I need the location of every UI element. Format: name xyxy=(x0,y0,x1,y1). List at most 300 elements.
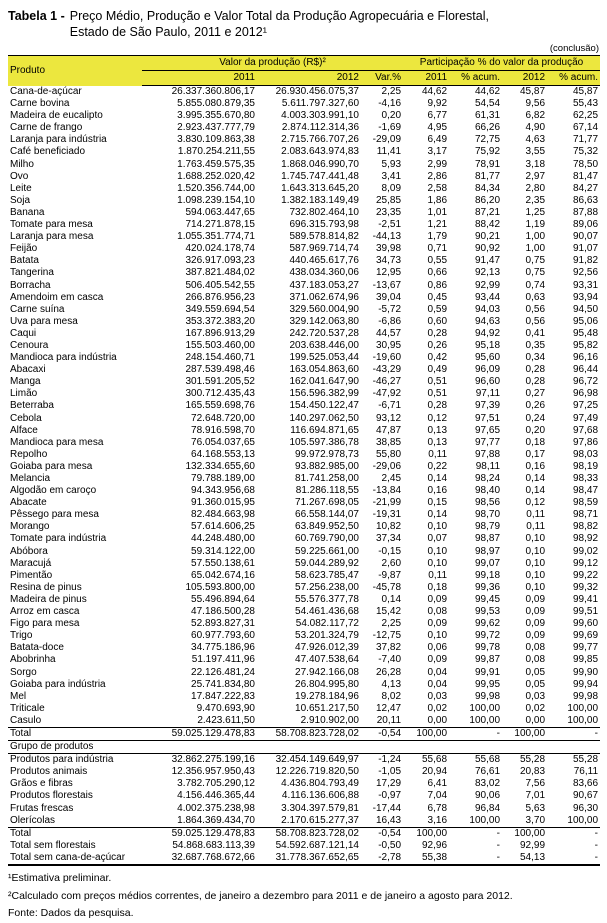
product-cell: Laranja para indústria xyxy=(10,134,107,146)
table-title-text xyxy=(70,8,489,40)
value-cell: 7,56 xyxy=(525,778,546,790)
value-cell: 132.334.655,60 xyxy=(185,460,255,472)
value-cell: 92,99 xyxy=(519,839,546,851)
value-cell: 4.002.375.238,98 xyxy=(177,802,255,814)
value-cell: 2,99 xyxy=(427,158,448,170)
table-row xyxy=(8,461,600,473)
value-cell: 100,00 xyxy=(567,714,599,726)
value-cell: 72.648.720,00 xyxy=(191,412,255,424)
value-cell: 55,38 xyxy=(421,851,448,863)
value-cell: 0,49 xyxy=(427,364,448,376)
table-row xyxy=(8,280,600,292)
table-row xyxy=(8,413,600,425)
table-row xyxy=(8,400,600,412)
value-cell: 301.591.205,52 xyxy=(185,376,255,388)
value-cell: 97,49 xyxy=(572,412,599,424)
table-row xyxy=(8,207,600,219)
value-cell: -0,54 xyxy=(361,827,403,840)
value-cell: - xyxy=(547,827,600,840)
value-cell: 25.741.834,80 xyxy=(191,678,255,690)
value-cell: 0,04 xyxy=(427,666,448,678)
value-cell: 589.578.814,82 xyxy=(289,231,359,243)
value-cell: 99,98 xyxy=(474,690,501,702)
group-row xyxy=(8,766,600,778)
value-cell: 95,18 xyxy=(474,339,501,351)
value-cell: 66,26 xyxy=(474,122,501,134)
value-cell: 53.201.324,79 xyxy=(295,630,359,642)
value-cell: 3,16 xyxy=(427,814,448,826)
value-cell: 0,08 xyxy=(427,606,448,618)
value-cell: 87,21 xyxy=(474,206,501,218)
value-cell: 0,74 xyxy=(525,279,546,291)
table-row xyxy=(8,159,600,171)
table-row xyxy=(8,292,600,304)
value-cell: 99,22 xyxy=(572,569,599,581)
value-cell: 47.926.012,39 xyxy=(295,642,359,654)
value-cell: 2,35 xyxy=(525,194,546,206)
value-cell: 94,50 xyxy=(572,303,599,315)
value-cell: 78,91 xyxy=(474,158,501,170)
value-cell: 1.745.747.441,48 xyxy=(281,170,359,182)
page-title xyxy=(8,8,600,40)
product-cell: Produtos para indústria xyxy=(10,754,114,766)
value-cell: 98,19 xyxy=(572,460,599,472)
value-cell: 6,78 xyxy=(427,802,448,814)
value-cell: 95,06 xyxy=(572,315,599,327)
value-cell: 0,08 xyxy=(525,654,546,666)
product-cell: Carne bovina xyxy=(10,98,70,110)
value-cell: 2,80 xyxy=(525,182,546,194)
value-cell: 203.638.446,00 xyxy=(289,339,359,351)
value-cell: 0,41 xyxy=(525,327,546,339)
value-cell: 71,77 xyxy=(572,134,599,146)
product-cell: Carne de frango xyxy=(10,122,83,134)
value-cell: 2.715.766.707,26 xyxy=(281,134,359,146)
col-group-participacao: Participação % do valor da produção xyxy=(403,56,600,71)
value-cell: 47.186.500,28 xyxy=(191,606,255,618)
value-cell: 37,82 xyxy=(375,642,402,654)
value-cell: 0,22 xyxy=(427,460,448,472)
value-cell: 0,09 xyxy=(525,593,546,605)
table-row xyxy=(8,594,600,606)
value-cell: 39,04 xyxy=(375,291,402,303)
value-cell: 97,11 xyxy=(475,388,501,400)
product-cell: Tomate para mesa xyxy=(10,219,93,231)
product-cell: Madeira de eucalipto xyxy=(10,110,103,122)
value-cell: 0,06 xyxy=(427,642,448,654)
value-cell: 4.436.804.793,49 xyxy=(281,778,359,790)
value-cell: 0,14 xyxy=(427,473,448,484)
value-cell: 58.623.785,47 xyxy=(295,569,359,581)
value-cell: 0,09 xyxy=(525,618,546,630)
value-cell: 353.372.383,20 xyxy=(185,315,255,327)
source-note: Fonte: Dados da pesquisa. xyxy=(8,907,134,919)
value-cell: 25,85 xyxy=(375,194,402,206)
product-cell: Abóbora xyxy=(10,545,48,557)
value-cell: 90,67 xyxy=(572,790,599,802)
value-cell: 0,02 xyxy=(525,702,546,714)
table-row xyxy=(8,473,600,485)
value-cell: 72,75 xyxy=(474,134,501,146)
product-cell: Soja xyxy=(10,194,31,206)
value-cell: 88,42 xyxy=(474,219,501,231)
value-cell: 0,71 xyxy=(427,243,448,255)
value-cell: 0,03 xyxy=(427,690,448,702)
table-row xyxy=(8,533,600,545)
value-cell: 98,92 xyxy=(572,533,599,545)
value-cell: 99,12 xyxy=(572,557,599,569)
value-cell: 0,51 xyxy=(427,376,448,388)
product-cell: Batata xyxy=(10,255,39,267)
value-cell: 3.830.109.863,38 xyxy=(177,134,255,146)
value-cell: 3,18 xyxy=(525,158,546,170)
product-cell: Total sem florestais xyxy=(10,839,96,851)
col-header-2011-part: 2011 xyxy=(403,71,449,86)
value-cell: 0,10 xyxy=(427,630,448,642)
product-cell: Goiaba para mesa xyxy=(10,460,93,472)
value-cell: 81.286.118,55 xyxy=(295,485,359,497)
value-cell: 0,11 xyxy=(428,569,448,581)
table-row xyxy=(8,171,600,183)
value-cell: 0,04 xyxy=(427,678,448,690)
value-cell: 105.593.800,00 xyxy=(185,581,255,593)
value-cell: 55,28 xyxy=(519,754,546,766)
value-cell: 44,62 xyxy=(474,86,501,97)
value-cell: 17.847.222,83 xyxy=(191,690,255,702)
value-cell: 51.197.411,96 xyxy=(191,654,255,666)
product-cell: Feijão xyxy=(10,243,38,255)
value-cell: 67,14 xyxy=(572,122,599,134)
value-cell: 96,30 xyxy=(572,802,599,814)
value-cell: 63.849.952,50 xyxy=(295,521,359,533)
value-cell: -45,78 xyxy=(372,581,402,593)
value-cell: 99,45 xyxy=(474,593,501,605)
value-cell: 0,35 xyxy=(525,339,546,351)
product-cell: Algodão em caroço xyxy=(10,485,97,497)
value-cell: -19,31 xyxy=(372,509,402,521)
value-cell: 26.804.995,80 xyxy=(295,678,359,690)
product-cell: Cebola xyxy=(10,412,42,424)
value-cell: 94,63 xyxy=(474,315,501,327)
value-cell: 3,70 xyxy=(525,814,546,826)
product-cell: Frutas frescas xyxy=(10,802,74,814)
value-cell: 61,31 xyxy=(474,110,501,122)
value-cell: 7,04 xyxy=(427,790,448,802)
value-cell: -1,05 xyxy=(378,766,402,778)
table-row xyxy=(8,558,600,570)
value-cell: 91,47 xyxy=(474,255,501,267)
value-cell: 387.821.484,02 xyxy=(185,267,255,279)
value-cell: 81,47 xyxy=(572,170,599,182)
table-body-products xyxy=(8,86,600,866)
value-cell: -17,44 xyxy=(372,802,402,814)
value-cell: 99,78 xyxy=(474,642,501,654)
value-cell: 57.614.606,25 xyxy=(191,521,255,533)
table-number-label: Tabela 1 - xyxy=(8,9,65,23)
value-cell: 82.484.663,98 xyxy=(191,509,255,521)
value-cell: 94,03 xyxy=(474,303,501,315)
value-cell: 90,21 xyxy=(474,231,501,243)
value-cell: 0,28 xyxy=(427,400,448,412)
value-cell: 10,82 xyxy=(375,521,402,533)
product-cell: Amendoim em casca xyxy=(10,291,104,303)
value-cell: 0,07 xyxy=(427,533,448,545)
table-row xyxy=(8,449,600,461)
value-cell: 287.539.498,46 xyxy=(185,364,255,376)
value-cell: 0,09 xyxy=(525,630,546,642)
table-row xyxy=(8,183,600,195)
product-cell: Casulo xyxy=(10,714,42,726)
value-cell: -29,09 xyxy=(372,134,402,146)
value-cell: 6,41 xyxy=(427,778,448,790)
value-cell: -0,97 xyxy=(378,790,402,802)
value-cell: 248.154.460,71 xyxy=(185,352,255,364)
value-cell: 90,07 xyxy=(572,231,599,243)
group-section-label-row xyxy=(8,741,600,754)
value-cell: 156.596.382,99 xyxy=(289,388,359,400)
col-header-acum-2011: % acum. xyxy=(449,71,502,86)
value-cell: 98,11 xyxy=(475,460,501,472)
value-cell: 60.769.790,00 xyxy=(295,533,359,545)
col-header-produto: Produto xyxy=(8,56,142,86)
value-cell: 0,27 xyxy=(525,388,546,400)
value-cell: 58.708.823.728,02 xyxy=(257,827,361,840)
value-cell: 75,92 xyxy=(474,146,501,158)
table-row xyxy=(8,340,600,352)
value-cell: - xyxy=(449,827,502,840)
product-cell: Banana xyxy=(10,206,45,218)
value-cell: 0,10 xyxy=(427,545,448,557)
value-cell: 696.315.793,98 xyxy=(289,219,359,231)
value-cell: 98,87 xyxy=(474,533,501,545)
value-cell: 91,07 xyxy=(572,243,599,255)
value-cell: - xyxy=(449,727,502,740)
value-cell: 1,79 xyxy=(427,231,448,243)
value-cell: 2,58 xyxy=(427,182,448,194)
value-cell: 27.942.166,08 xyxy=(295,666,359,678)
product-cell: Leite xyxy=(10,182,32,194)
value-cell: 9,56 xyxy=(525,98,546,110)
value-cell: 1.382.183.149,49 xyxy=(281,194,359,206)
value-cell: 0,75 xyxy=(525,255,546,267)
value-cell: 17,29 xyxy=(375,778,402,790)
value-cell: 0,56 xyxy=(525,315,546,327)
value-cell: 0,55 xyxy=(427,255,448,267)
footnote-2: ²Calculado com preços médios correntes, de janeiro a dezembro para 2011 e de janeiro a agosto para 2012. xyxy=(8,889,513,902)
table-row xyxy=(8,679,600,691)
value-cell: 99,94 xyxy=(572,678,599,690)
value-cell: 165.559.698,76 xyxy=(185,400,255,412)
table-row xyxy=(8,715,600,728)
value-cell: 79.788.189,00 xyxy=(191,473,255,484)
value-cell: 4,63 xyxy=(525,134,546,146)
value-cell: 99,95 xyxy=(474,678,501,690)
product-cell: Abobrinha xyxy=(10,654,56,666)
value-cell: 99,36 xyxy=(474,581,501,593)
value-cell: 1,86 xyxy=(427,194,448,206)
value-cell: 37,34 xyxy=(375,533,402,545)
value-cell: 39,98 xyxy=(375,243,402,255)
value-cell: 81,77 xyxy=(474,170,501,182)
value-cell: 64.168.553,13 xyxy=(191,448,255,460)
product-cell: Alface xyxy=(10,424,38,436)
value-cell: 2,97 xyxy=(525,170,546,182)
value-cell: 99,62 xyxy=(474,618,501,630)
value-cell: 0,13 xyxy=(427,424,448,436)
value-cell: 3.782.705.290,12 xyxy=(177,778,255,790)
value-cell: 99,69 xyxy=(572,630,599,642)
value-cell: 62,25 xyxy=(572,110,599,122)
value-cell: 57.256.238,00 xyxy=(295,581,359,593)
group-row xyxy=(8,754,600,767)
value-cell: 0,09 xyxy=(427,593,448,605)
value-cell: 23,35 xyxy=(375,206,402,218)
value-cell: 92,96 xyxy=(421,839,448,851)
value-cell: -46,27 xyxy=(372,376,402,388)
value-cell: 8,09 xyxy=(381,182,402,194)
value-cell: 0,24 xyxy=(525,412,546,424)
value-cell: 99,91 xyxy=(474,666,501,678)
value-cell: 0,15 xyxy=(427,497,448,509)
value-cell: 76,61 xyxy=(474,766,501,778)
value-cell: 30,95 xyxy=(375,339,402,351)
value-cell: 0,75 xyxy=(525,267,546,279)
value-cell: 0,59 xyxy=(427,303,448,315)
value-cell: 3.995.355.670,80 xyxy=(177,110,255,122)
value-cell: 162.041.647,90 xyxy=(289,376,359,388)
value-cell: 242.720.537,28 xyxy=(289,327,359,339)
product-cell: Melancia xyxy=(10,473,51,484)
value-cell: 2.910.902,00 xyxy=(300,714,359,726)
value-cell: 95,48 xyxy=(572,327,599,339)
value-cell: 96,84 xyxy=(474,802,501,814)
value-cell: 5,63 xyxy=(525,802,546,814)
value-cell: 1,00 xyxy=(525,243,546,255)
value-cell: 59.044.289,92 xyxy=(295,557,359,569)
table-row xyxy=(8,425,600,437)
value-cell: - xyxy=(594,839,599,851)
value-cell: -2,78 xyxy=(378,851,402,863)
value-cell: 0,45 xyxy=(427,291,448,303)
value-cell: - xyxy=(547,727,600,740)
value-cell: 45,87 xyxy=(519,86,546,97)
table-header xyxy=(8,56,600,86)
value-cell: -5,72 xyxy=(378,303,402,315)
col-header-var-pct: Var.% xyxy=(361,71,403,86)
value-cell: 97,25 xyxy=(572,400,599,412)
group-row xyxy=(8,790,600,802)
table-row xyxy=(8,316,600,328)
value-cell: -12,75 xyxy=(372,630,402,642)
summary-row xyxy=(8,840,600,852)
value-cell: 100,00 xyxy=(502,827,547,840)
table-row xyxy=(8,497,600,509)
value-cell: 2,25 xyxy=(381,86,402,97)
table-row xyxy=(8,667,600,679)
value-cell: 326.917.093,23 xyxy=(185,255,255,267)
value-cell: 55,68 xyxy=(421,754,448,766)
value-cell: 8,02 xyxy=(381,690,402,702)
value-cell: 99,85 xyxy=(572,654,599,666)
value-cell: 59.225.661,00 xyxy=(295,545,359,557)
value-cell: 1.643.313.645,20 xyxy=(281,182,359,194)
value-cell: 10.651.217,50 xyxy=(295,702,359,714)
product-cell: Caqui xyxy=(10,327,37,339)
value-cell: 1.520.356.744,00 xyxy=(177,182,255,194)
value-cell: 594.063.447,65 xyxy=(185,206,255,218)
title-line-1: Preço Médio, Produção e Valor Total da Produção Agropecuária e Florestal, xyxy=(69,9,489,23)
value-cell: 58.708.823.728,02 xyxy=(257,727,361,740)
product-cell: Produtos florestais xyxy=(10,790,93,802)
value-cell: 1.870.254.211,55 xyxy=(177,146,255,158)
value-cell: 4,13 xyxy=(381,678,402,690)
value-cell: 0,14 xyxy=(525,485,546,497)
value-cell: -47,92 xyxy=(372,388,402,400)
value-cell: 66.558.144,07 xyxy=(295,509,359,521)
value-cell: 86,63 xyxy=(572,194,599,206)
value-cell: 4.116.136.606,88 xyxy=(281,790,359,802)
table-row xyxy=(8,328,600,340)
product-cell: Arroz em casca xyxy=(10,606,80,618)
value-cell: 93,94 xyxy=(572,291,599,303)
value-cell: 54.461.436,68 xyxy=(295,606,359,618)
value-cell: 100,00 xyxy=(469,702,501,714)
value-cell: 95,60 xyxy=(474,352,501,364)
value-cell: 0,03 xyxy=(525,690,546,702)
value-cell: -2,51 xyxy=(378,219,402,231)
value-cell: 99,32 xyxy=(572,581,599,593)
value-cell: 5.855.080.879,35 xyxy=(177,98,255,110)
value-cell: 75,32 xyxy=(572,146,599,158)
value-cell: 2.170.615.277,37 xyxy=(281,814,359,826)
product-cell: Trigo xyxy=(10,630,33,642)
product-cell: Laranja para mesa xyxy=(10,231,94,243)
value-cell: 0,10 xyxy=(427,557,448,569)
value-cell: 329.560.004,90 xyxy=(289,303,359,315)
value-cell: 99,98 xyxy=(572,690,599,702)
value-cell: 99,18 xyxy=(474,569,501,581)
value-cell: 163.054.863,60 xyxy=(289,364,359,376)
product-cell: Tomate para indústria xyxy=(10,533,107,545)
value-cell: 0,66 xyxy=(427,267,448,279)
value-cell: 2.423.611,50 xyxy=(197,714,255,726)
product-cell: Café beneficiado xyxy=(10,146,86,158)
value-cell: 1,25 xyxy=(525,206,546,218)
value-cell: 16,43 xyxy=(375,814,402,826)
value-cell: 6,49 xyxy=(427,134,448,146)
value-cell: 54,13 xyxy=(519,851,546,863)
value-cell: 100,00 xyxy=(567,702,599,714)
product-cell: Grãos e fibras xyxy=(10,778,73,790)
value-cell: 76.054.037,65 xyxy=(191,436,255,448)
table-row xyxy=(8,352,600,364)
value-cell: 98,59 xyxy=(572,497,599,509)
value-cell: 9.470.693,90 xyxy=(196,702,255,714)
value-cell: 0,14 xyxy=(525,473,546,484)
value-cell: -4,16 xyxy=(378,98,402,110)
value-cell: -1,69 xyxy=(378,122,402,134)
value-cell: -6,71 xyxy=(378,400,402,412)
value-cell: 32.687.768.672,66 xyxy=(171,851,255,863)
table-row xyxy=(8,654,600,666)
value-cell: 99,87 xyxy=(474,654,501,666)
value-cell: 91.360.015,95 xyxy=(191,497,255,509)
group-section-label: Grupo de produtos xyxy=(8,741,600,754)
value-cell: 55,68 xyxy=(474,754,501,766)
value-cell: 92,13 xyxy=(474,267,501,279)
continuation-note: (conclusão) xyxy=(549,43,599,54)
value-cell: 54.592.687.121,14 xyxy=(275,839,359,851)
